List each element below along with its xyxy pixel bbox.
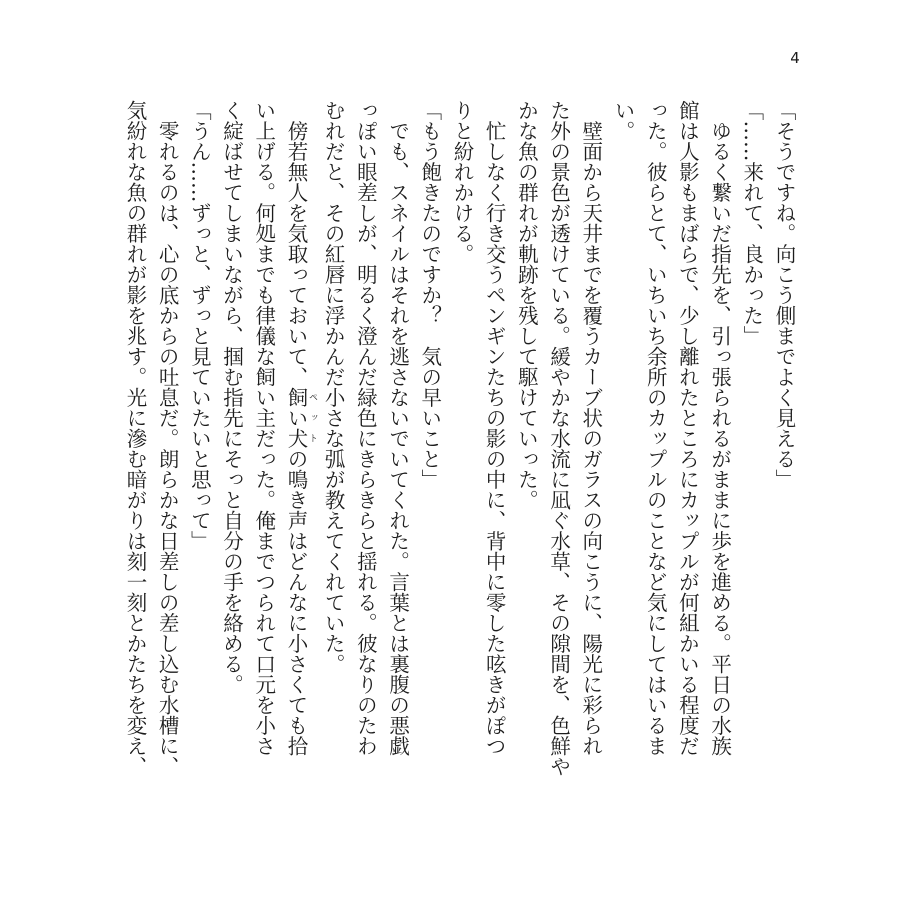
text-line: 気紛れな魚の群れが影を兆す。光に滲む暗がりは刻一刻とかたちを変え、 — [122, 100, 147, 777]
text-line: 館は人影もまばらで、少し離れたところにカップルが何組かいる程度だ — [675, 100, 700, 756]
text-line: 「……来れて、良かった」 — [739, 100, 764, 346]
text-line: かな魚の群れが軌跡を残して駆けていった。 — [514, 100, 539, 510]
text-line: ゆるく繋いだ指先を、引っ張られるがままに歩を進める。平日の水族 — [707, 100, 732, 756]
text-line: 壁面から天井までを覆うカーブ状のガラスの向こうに、陽光に彩られ — [578, 100, 603, 756]
ruby-annotation: 飼い犬 ペット — [283, 387, 317, 449]
text-line: 忙しなく行き交うペンギンたちの影の中に、背中に零した呟きがぽつ — [482, 100, 507, 756]
ruby-reading: ペット — [306, 387, 317, 449]
text-line-with-ruby: 傍若無人を気取っておいて、飼い犬 ペットの鳴き声はどんなに小さくても拾 — [283, 100, 317, 756]
text-line: でも、スネイルはそれを逃さないでいてくれた。言葉とは裏腹の悪戯 — [385, 100, 410, 756]
text-line: りと紛れかける。 — [449, 100, 474, 264]
novel-body-text — [119, 100, 800, 800]
text-line: 「そうですね。向こう側までよく見える」 — [772, 100, 796, 490]
text-line: 零れるのは、心の底からの吐息だ。朗らかな日差しの差し込む水槽に、 — [155, 100, 180, 777]
text-line: っぽい眼差しが、明るく澄んだ緑色にきらきらと揺れる。彼なりのたわ — [353, 100, 378, 756]
text-line: た外の景色が透けている。緩やかな水流に凪ぐ水草、その隙間を、色鮮や — [546, 100, 571, 777]
page-number: 4 — [790, 49, 800, 67]
text-line: い上げる。何処までも律儀な飼い主だった。俺までつられて口元を小さ — [251, 100, 276, 756]
text-line: 「うん……ずっと、ずっと見ていたいと思って」 — [187, 100, 212, 551]
text-line: 「もう飽きたのですか？ 気の早いこと」 — [417, 100, 442, 490]
text-line: った。彼らとて、いちいち余所のカップルのことなど気にしてはいるま — [643, 100, 668, 756]
text-line: い。 — [610, 100, 635, 141]
text-line: く綻ばせてしまいながら、掴む指先にそっと自分の手を絡める。 — [219, 100, 244, 695]
text-line: むれだと、その紅唇に浮かんだ小さな弧が教えてくれていた。 — [321, 100, 346, 674]
